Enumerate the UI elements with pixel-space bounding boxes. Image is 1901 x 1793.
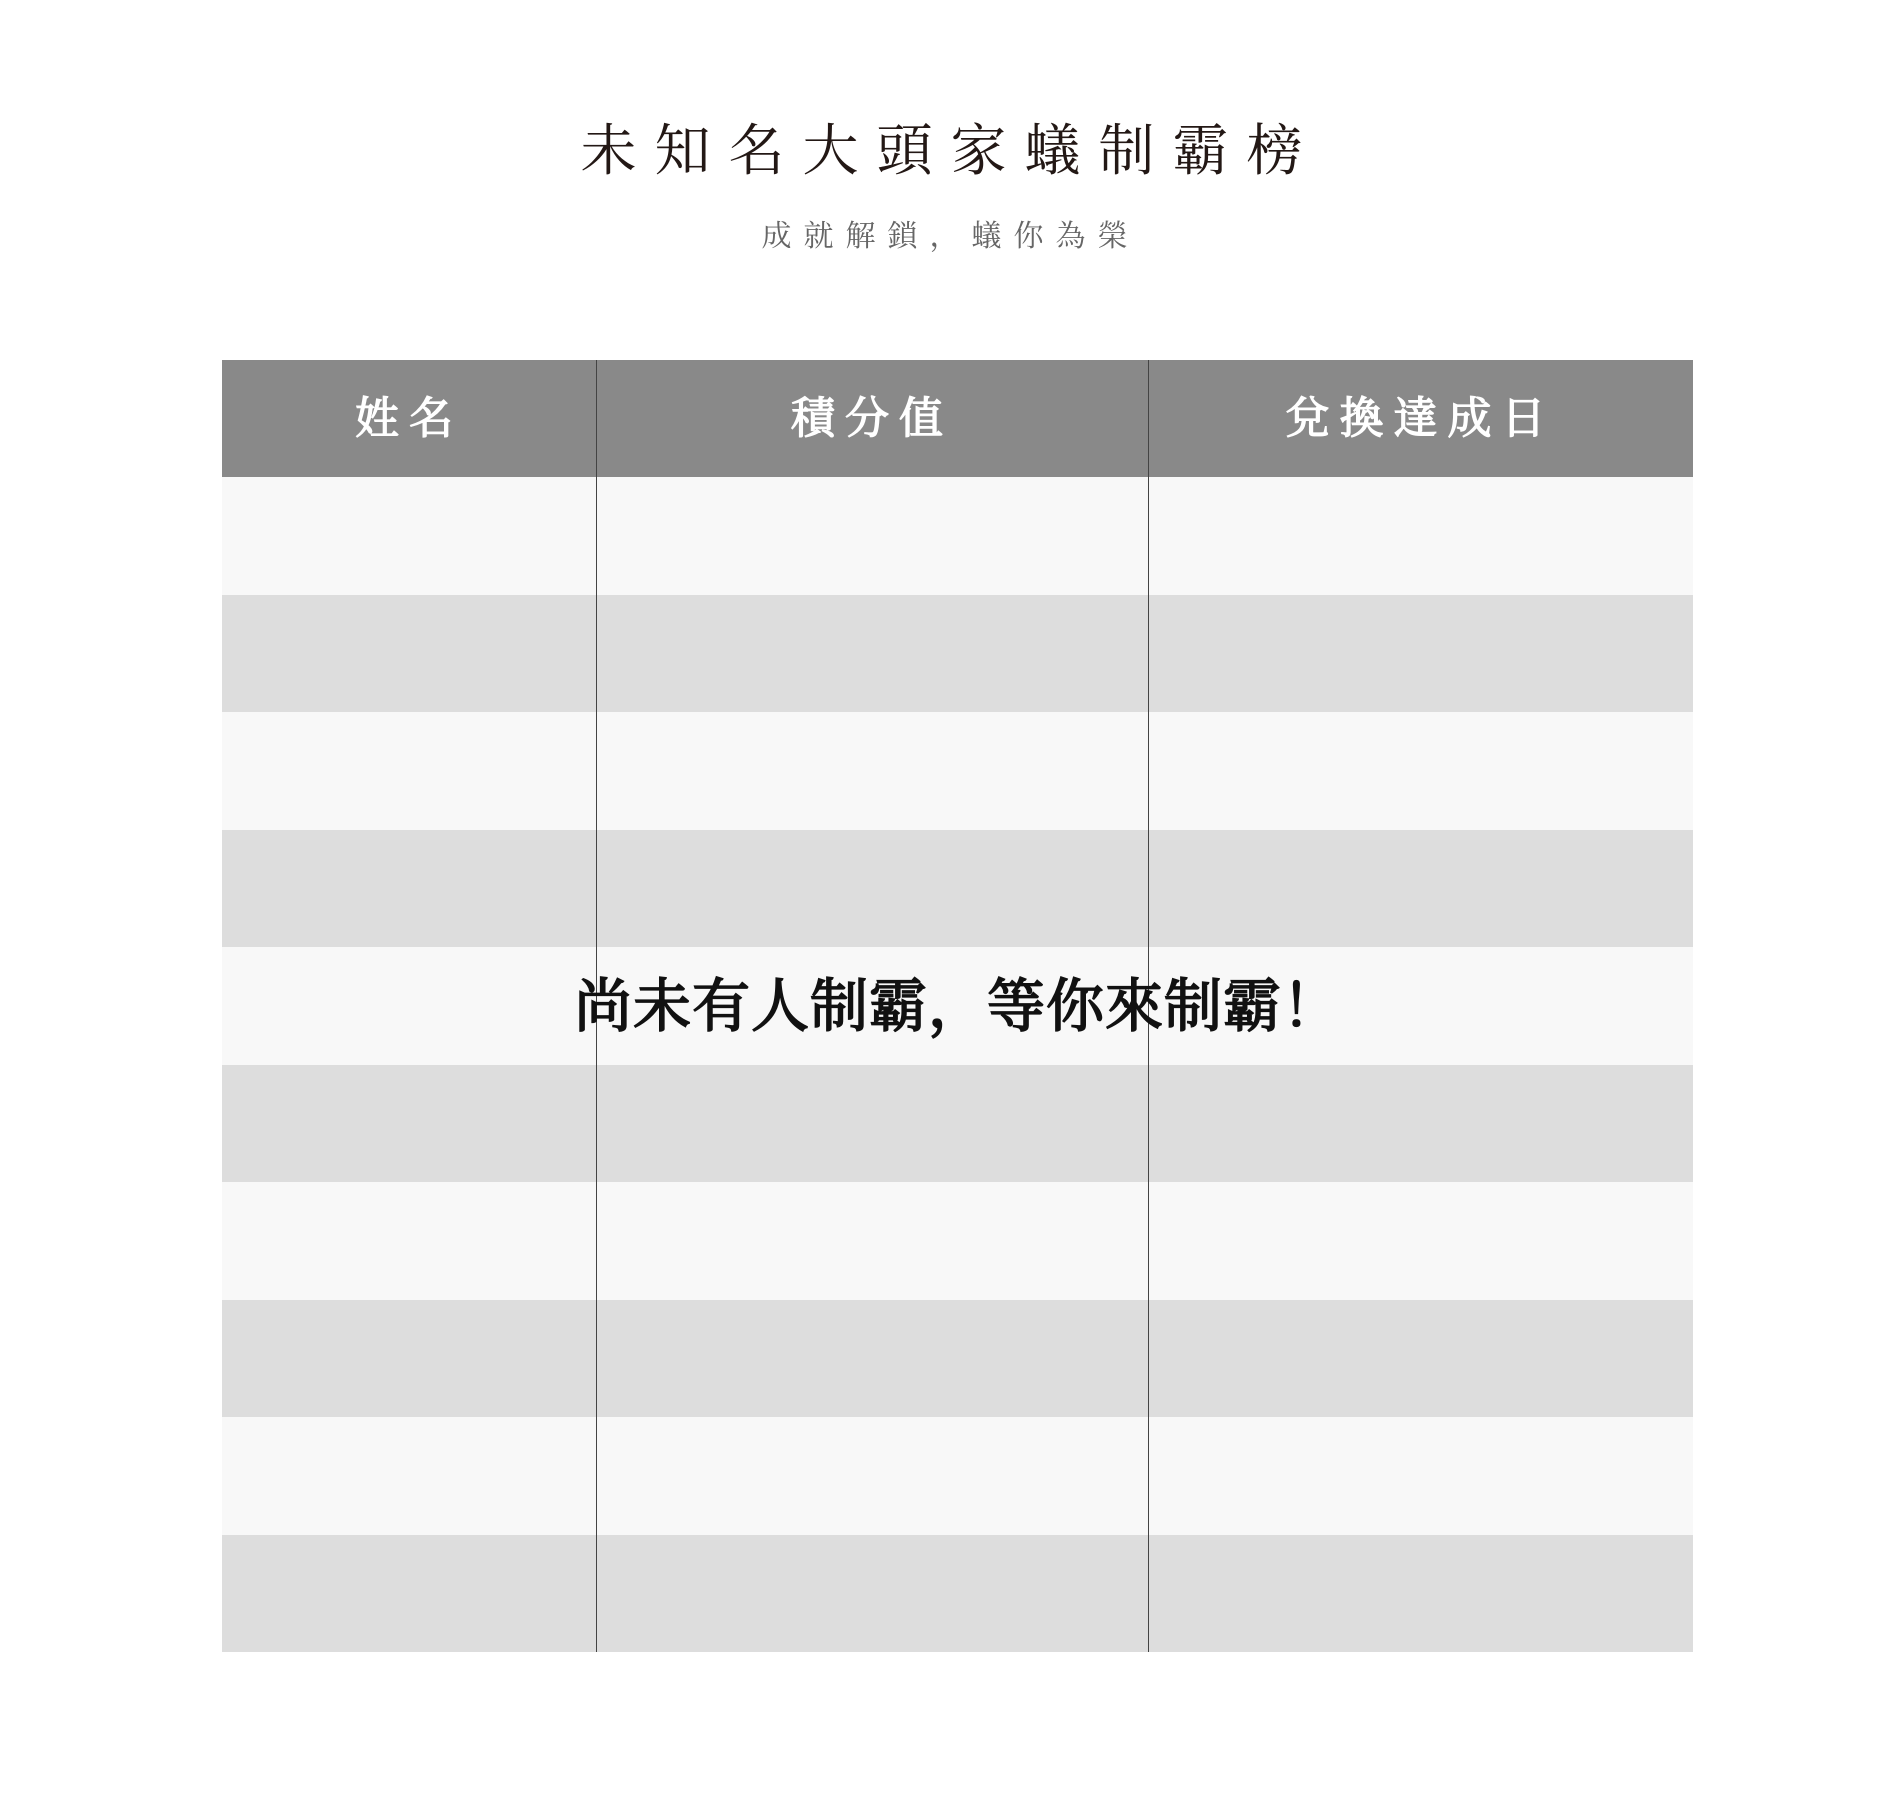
leaderboard-table (222, 360, 1693, 1652)
table-row (222, 712, 1693, 830)
table-row (222, 1417, 1693, 1535)
column-header-redeem-date: 兌換達成日 (1285, 393, 1556, 444)
table-row (222, 1182, 1693, 1300)
table-header (222, 360, 1693, 477)
table-row (222, 477, 1693, 595)
column-header-name: 姓名 (355, 393, 463, 444)
table-row (222, 830, 1693, 948)
table-row (222, 1300, 1693, 1418)
table-row (222, 595, 1693, 713)
table-row (222, 1535, 1693, 1653)
empty-state-message: 尚未有人制霸，等你來制霸！ (573, 972, 1341, 1040)
table-row (222, 1065, 1693, 1183)
page-subtitle: 成就解鎖，蟻你為榮 (761, 219, 1140, 254)
column-header-points: 積分值 (791, 393, 953, 444)
page-title: 未知名大頭家蟻制霸榜 (580, 119, 1321, 184)
